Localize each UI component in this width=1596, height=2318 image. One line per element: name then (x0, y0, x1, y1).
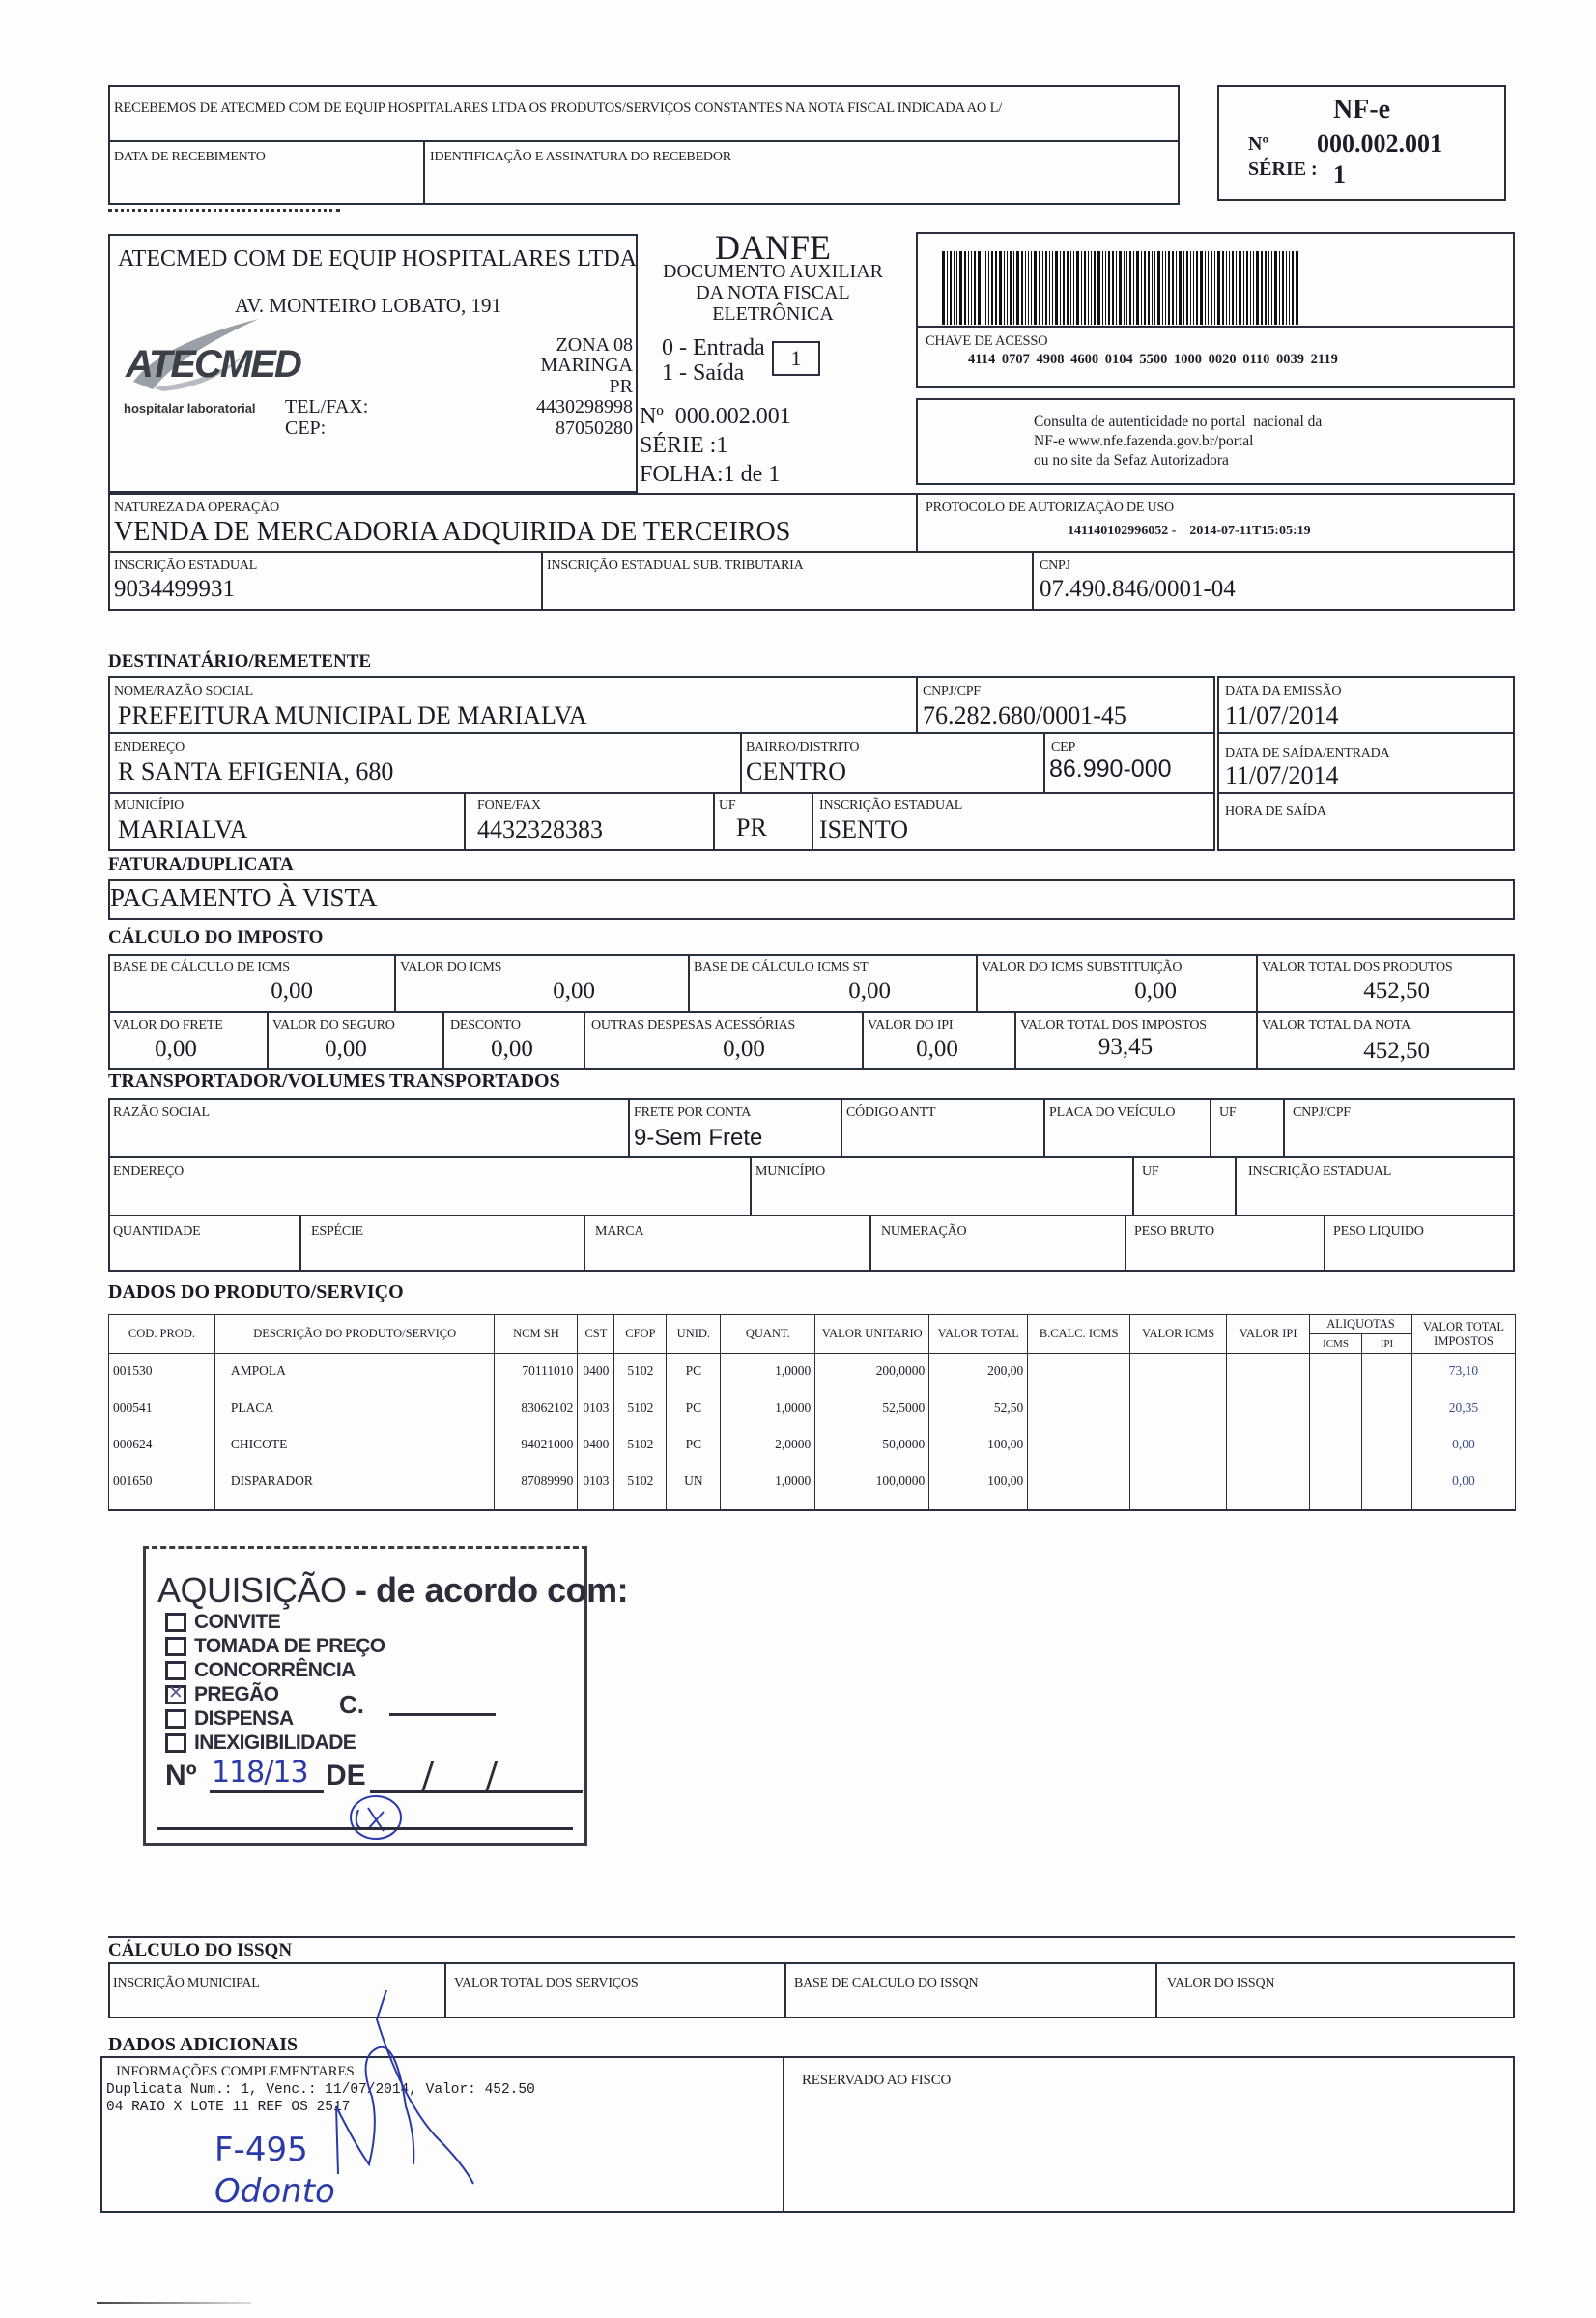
transp-pliq-label: PESO LIQUIDO (1333, 1224, 1424, 1239)
col-aliquotas: ALIQUOTAS (1310, 1315, 1412, 1334)
danfe-title: DANFE (714, 228, 831, 267)
consulta-line3: ou no site da Sefaz Autorizadora (1034, 452, 1229, 469)
receipt-text: RECEBEMOS DE ATECMED COM DE EQUIP HOSPITALARES LTDA OS PRODUTOS/SERVIÇOS CONSTANTES NA NOTA FISCAL INDICADA AO L/ (114, 100, 1003, 116)
fatura-value: PAGAMENTO À VISTA (110, 883, 378, 912)
total-impostos-value: 93,45 (1097, 1034, 1154, 1060)
transp-pbruto-label: PESO BRUTO (1134, 1224, 1214, 1239)
stamp-signature-line (157, 1827, 573, 1830)
danfe-serie: SÉRIE :1 (640, 433, 728, 458)
valor-icms-value: 0,00 (553, 978, 595, 1004)
fatura-section-title: FATURA/DUPLICATA (108, 854, 294, 874)
total-nota-value: 452,50 (1363, 1038, 1430, 1064)
transp-especie-label: ESPÉCIE (311, 1224, 363, 1239)
prod-quant: 2,0000 (721, 1427, 815, 1464)
prod-vtimp: 0,00 (1411, 1427, 1515, 1464)
stamp-numero-value: 118/13 (212, 1756, 308, 1789)
data-recebimento-label: DATA DE RECEBIMENTO (114, 150, 266, 164)
outras-value: 0,00 (723, 1036, 765, 1062)
option-label: TOMADA DE PREÇO (194, 1635, 385, 1657)
transp-marca-label: MARCA (595, 1224, 644, 1239)
transp-placa-label: PLACA DO VEÍCULO (1049, 1105, 1176, 1120)
emissao-value: 11/07/2014 (1225, 701, 1339, 730)
dest-fone-label: FONE/FAX (477, 798, 541, 813)
transp-div-especie (299, 1215, 301, 1272)
prod-quant: 1,0000 (721, 1390, 815, 1427)
prod-quant: 1,0000 (721, 1354, 815, 1390)
stamp-de-label: DE (326, 1760, 366, 1791)
cnpj-value: 07.490.846/0001-04 (1040, 576, 1236, 602)
checkbox-dispensa[interactable] (165, 1709, 186, 1729)
issqn-section-title: CÁLCULO DO ISSQN (108, 1940, 293, 1960)
prod-vipi (1227, 1390, 1310, 1427)
handwritten-f495: F-495 (214, 2131, 308, 2169)
stamp-date-slash-2 (485, 1761, 498, 1792)
info-line-2: 04 RAIO X LOTE 11 REF OS 2517 (106, 2100, 351, 2115)
transp-antt-label: CÓDIGO ANTT (846, 1105, 936, 1120)
stamp-option-pregao[interactable] (165, 1683, 278, 1706)
dest-cnpj: 76.282.680/0001-45 (923, 701, 1126, 730)
prod-vtotal: 200,00 (929, 1354, 1028, 1390)
destinatario-section-title: DESTINATÁRIO/REMETENTE (108, 651, 372, 672)
prod-descricao: PLACA (214, 1390, 495, 1427)
stamp-option-dispensa[interactable] (165, 1707, 294, 1731)
prod-ncm: 94021000 (495, 1427, 578, 1464)
produtos-header-row (109, 1315, 1516, 1334)
dest-cnpj-divider (916, 676, 918, 732)
iest-divider (1032, 552, 1034, 611)
base-icms-st-value: 0,00 (848, 978, 891, 1004)
issqn-top-rule (108, 1936, 1515, 1938)
base-icms-st-label: BASE DE CÁLCULO ICMS ST (694, 960, 869, 975)
prod-quant: 1,0000 (721, 1464, 815, 1510)
stamp-c-label: C. (339, 1690, 364, 1719)
emissao-label: DATA DA EMISSÃO (1225, 684, 1342, 699)
stamp-title-sub: - de acordo com: (346, 1570, 629, 1610)
transp-div-municipio (750, 1156, 752, 1215)
stamp-title (157, 1570, 628, 1611)
outras-label: OUTRAS DESPESAS ACESSÓRIAS (591, 1018, 796, 1033)
hora-label: HORA DE SAÍDA (1225, 804, 1326, 818)
dest-nome-label: NOME/RAZÃO SOCIAL (114, 684, 253, 699)
danfe-subtitle-3: ELETRÔNICA (712, 303, 834, 325)
saida-value: 11/07/2014 (1225, 761, 1339, 789)
issqn-div2 (784, 1962, 786, 2018)
prod-cfop: 5102 (614, 1427, 667, 1464)
transp-div-uf (1210, 1098, 1211, 1156)
assinatura-field[interactable] (425, 169, 1177, 203)
frete-label: VALOR DO FRETE (113, 1018, 223, 1033)
prod-vunit: 100,0000 (815, 1464, 929, 1510)
col-vtimp: VALOR TOTAL IMPOSTOS (1411, 1315, 1515, 1354)
emitente-tel-label: TEL/FAX: (285, 396, 369, 417)
prod-vtimp: 0,00 (1411, 1464, 1515, 1510)
col-cst: CST (578, 1315, 614, 1354)
transp-frete-label: FRETE POR CONTA (634, 1105, 752, 1120)
danfe-entrada: 0 - Entrada (662, 335, 765, 360)
imposto-r2-div5 (1014, 1011, 1016, 1070)
ipi-value: 0,00 (916, 1036, 958, 1062)
danfe-numero: Nº 000.002.001 (640, 404, 791, 429)
transp-div-pliq (1324, 1215, 1325, 1272)
danfe-tipo-box: 1 (772, 341, 820, 376)
dest-municipio: MARIALVA (118, 816, 248, 844)
prod-aliq-icms (1310, 1427, 1362, 1464)
seguro-value: 0,00 (325, 1036, 367, 1062)
emitente-uf: PR (609, 376, 633, 397)
consulta-link[interactable]: NF-e www.nfe.fazenda.gov.br/portal (1034, 433, 1254, 449)
col-cod: COD. PROD. (109, 1315, 215, 1354)
dest-bairro-divider (740, 732, 742, 792)
dest-fone-divider (464, 792, 466, 851)
prod-cst: 0400 (578, 1427, 614, 1464)
ie-st-label: INSCRIÇÃO ESTADUAL SUB. TRIBUTARIA (547, 558, 804, 573)
nfe-serie: 1 (1333, 160, 1346, 188)
saida-label: DATA DE SAÍDA/ENTRADA (1225, 746, 1390, 760)
dest-municipio-label: MUNICÍPIO (114, 798, 185, 813)
prod-cod: 001530 (109, 1354, 215, 1390)
prod-aliq-icms (1310, 1464, 1362, 1510)
prod-cod: 001650 (109, 1464, 215, 1510)
table-row (109, 1427, 1516, 1464)
prod-vunit: 52,5000 (815, 1390, 929, 1427)
prod-vunit: 50,0000 (815, 1427, 929, 1464)
stamp-option-tomada[interactable] (165, 1635, 385, 1658)
transp-div-uf2 (1132, 1156, 1134, 1215)
nfe-title: NF-e (1333, 95, 1391, 125)
info-line-1: Duplicata Num.: 1, Venc.: 11/07/2014, Valor: 452.50 (106, 2082, 535, 2098)
dest-nome: PREFEITURA MUNICIPAL DE MARIALVA (118, 701, 587, 730)
col-vunit: VALOR UNITARIO (815, 1315, 929, 1354)
prod-vicms (1130, 1354, 1227, 1390)
operacao-hdivider (108, 551, 1515, 553)
dest-cep-divider (1043, 732, 1045, 792)
emitente-address: AV. MONTEIRO LOBATO, 191 (235, 294, 501, 317)
danfe-saida: 1 - Saída (662, 360, 745, 386)
identificacao-label: IDENTIFICAÇÃO E ASSINATURA DO RECEBEDOR (430, 150, 731, 164)
prod-vipi (1227, 1427, 1310, 1464)
checkbox-pregao-checked[interactable] (165, 1685, 186, 1704)
transporte-section-title: TRANSPORTADOR/VOLUMES TRANSPORTADOS (108, 1071, 560, 1092)
prod-ncm: 70111010 (495, 1354, 578, 1390)
transp-uf2-label: UF (1142, 1164, 1159, 1179)
frete-value: 0,00 (155, 1036, 197, 1062)
signature-scribble-icon (319, 1990, 493, 2193)
issqn-base-label: BASE DE CALCULO DO ISSQN (794, 1976, 979, 1990)
chave-value[interactable]: 4114 0707 4908 4600 0104 5500 1000 0020 0110 0039 2119 (968, 352, 1338, 367)
issqn-inscricao-label: INSCRIÇÃO MUNICIPAL (113, 1976, 260, 1990)
prod-vtimp: 20,35 (1411, 1390, 1515, 1427)
protocolo-label: PROTOCOLO DE AUTORIZAÇÃO DE USO (926, 501, 1174, 515)
transp-div-cnpj (1283, 1098, 1285, 1156)
imposto-r2-div4 (862, 1011, 864, 1070)
transp-div-pbruto (1125, 1215, 1126, 1272)
emitente-name: ATECMED COM DE EQUIP HOSPITALARES LTDA (118, 246, 637, 272)
transp-quantidade-label: QUANTIDADE (113, 1224, 201, 1239)
col-vicms: VALOR ICMS (1130, 1315, 1227, 1354)
prod-ncm: 87089990 (495, 1464, 578, 1510)
dest-cep: 86.990-000 (1049, 756, 1172, 783)
ipi-label: VALOR DO IPI (868, 1018, 954, 1033)
prod-vtotal: 100,00 (929, 1427, 1028, 1464)
stamp-option-concorrencia[interactable] (165, 1659, 356, 1682)
prod-vtimp: 73,10 (1411, 1354, 1515, 1390)
dest-bairro-label: BAIRRO/DISTRITO (746, 740, 860, 755)
option-label: CONVITE (194, 1611, 281, 1633)
stamp-title-main: AQUISIÇÃO (157, 1570, 347, 1610)
prod-unid: PC (667, 1427, 721, 1464)
stamp-c-line (389, 1713, 496, 1716)
transp-cnpj-label: CNPJ/CPF (1293, 1105, 1351, 1120)
handwritten-odonto: Odonto (214, 2172, 335, 2211)
prod-vicms (1130, 1464, 1227, 1510)
prod-vtotal: 100,00 (929, 1464, 1028, 1510)
produtos-table (108, 1314, 1516, 1511)
prod-descricao: CHICOTE (214, 1427, 495, 1464)
col-cfop: CFOP (614, 1315, 667, 1354)
ie-label: INSCRIÇÃO ESTADUAL (114, 558, 258, 573)
signature-initials-icon (339, 1790, 407, 1848)
datas-row1-divider (1217, 732, 1515, 734)
prod-bcalc (1028, 1354, 1130, 1390)
barcode-icon (942, 251, 1493, 325)
desconto-value: 0,00 (491, 1036, 533, 1062)
prod-bcalc (1028, 1390, 1130, 1427)
dest-ie: ISENTO (819, 816, 908, 844)
prod-unid: PC (667, 1390, 721, 1427)
transp-div-frete (628, 1098, 630, 1156)
col-vtotal: VALOR TOTAL (929, 1315, 1028, 1354)
col-unid: UNID. (667, 1315, 721, 1354)
prod-aliq-ipi (1362, 1354, 1412, 1390)
valor-icms-label: VALOR DO ICMS (400, 960, 502, 975)
seguro-label: VALOR DO SEGURO (272, 1018, 395, 1033)
option-label: PREGÃO (194, 1683, 279, 1705)
prod-cfop: 5102 (614, 1390, 667, 1427)
cut-line (108, 209, 340, 212)
cnpj-label: CNPJ (1040, 558, 1070, 573)
table-row (109, 1390, 1516, 1427)
prod-vipi (1227, 1464, 1310, 1510)
icms-subst-value: 0,00 (1134, 978, 1177, 1004)
transp-row1-divider (108, 1156, 1515, 1158)
danfe-subtitle-1: DOCUMENTO AUXILIAR (663, 261, 883, 282)
transp-razao-label: RAZÃO SOCIAL (113, 1105, 210, 1120)
transp-div-placa (1043, 1098, 1045, 1156)
total-produtos-value: 452,50 (1363, 978, 1430, 1004)
nfe-numero: 000.002.001 (1317, 129, 1442, 157)
col-vipi: VALOR IPI (1227, 1315, 1310, 1354)
nfe-numero-label: Nº (1248, 133, 1269, 155)
prod-cst: 0400 (578, 1354, 614, 1390)
info-complementares-label: INFORMAÇÕES COMPLEMENTARES (116, 2064, 355, 2079)
emitente-zona: ZONA 08 (556, 334, 633, 356)
prod-vicms (1130, 1390, 1227, 1427)
prod-unid: PC (667, 1354, 721, 1390)
prod-descricao: AMPOLA (214, 1354, 495, 1390)
dest-uf-label: UF (719, 798, 736, 813)
option-label: INEXIGIBILIDADE (194, 1731, 356, 1754)
atecmed-logo (124, 314, 300, 415)
stamp-option-inexigibilidade[interactable] (165, 1731, 356, 1755)
total-nota-label: VALOR TOTAL DA NOTA (1262, 1018, 1411, 1033)
base-icms-label: BASE DE CÁLCULO DE ICMS (113, 960, 290, 975)
total-impostos-label: VALOR TOTAL DOS IMPOSTOS (1020, 1018, 1207, 1033)
natureza-value: VENDA DE MERCADORIA ADQUIRIDA DE TERCEIROS (114, 517, 791, 547)
dest-row2-divider (108, 792, 1215, 794)
consulta-line1: Consulta de autenticidade no portal nacional da (1034, 414, 1323, 430)
prod-cod: 000624 (109, 1427, 215, 1464)
prod-aliq-ipi (1362, 1390, 1412, 1427)
table-row (109, 1354, 1516, 1390)
base-icms-value: 0,00 (271, 978, 313, 1004)
desconto-label: DESCONTO (450, 1018, 521, 1033)
option-label: DISPENSA (194, 1707, 294, 1730)
col-descricao: DESCRIÇÃO DO PRODUTO/SERVIÇO (214, 1315, 495, 1354)
prod-unid: UN (667, 1464, 721, 1510)
option-label: CONCORRÊNCIA (194, 1659, 356, 1681)
dest-fone: 4432328383 (477, 816, 603, 844)
prod-vunit: 200,0000 (815, 1354, 929, 1390)
transp-uf-label: UF (1219, 1105, 1237, 1120)
transp-div-antt (841, 1098, 842, 1156)
transp-div-numeracao (869, 1215, 871, 1272)
transp-div-marca (584, 1215, 585, 1272)
produtos-section-title: DADOS DO PRODUTO/SERVIÇO (108, 1281, 404, 1302)
prod-aliq-icms (1310, 1354, 1362, 1390)
prod-bcalc (1028, 1464, 1130, 1510)
dest-endereco: R SANTA EFIGENIA, 680 (118, 758, 394, 786)
transp-row2-divider (108, 1215, 1515, 1216)
ie-value: 9034499931 (114, 576, 235, 602)
fisco-label: RESERVADO AO FISCO (802, 2073, 952, 2088)
icms-subst-label: VALOR DO ICMS SUBSTITUIÇÃO (982, 960, 1183, 975)
natureza-divider (916, 493, 918, 551)
prod-cst: 0103 (578, 1390, 614, 1427)
imposto-row-divider (108, 1011, 1515, 1013)
col-aliq-ipi: IPI (1362, 1334, 1412, 1354)
emitente-cep-label: CEP: (285, 417, 327, 439)
issqn-valor-label: VALOR DO ISSQN (1167, 1976, 1275, 1990)
chave-divider (916, 326, 1515, 328)
imposto-r2-div3 (584, 1011, 585, 1070)
danfe-subtitle-2: DA NOTA FISCAL (696, 282, 850, 303)
emitente-city: MARINGA (540, 355, 633, 376)
prod-cst: 0103 (578, 1464, 614, 1510)
aquisicao-stamp (143, 1546, 629, 1846)
stamp-numero-label: Nº (165, 1760, 197, 1791)
transp-ie-label: INSCRIÇÃO ESTADUAL (1248, 1164, 1392, 1179)
prod-cod: 000541 (109, 1390, 215, 1427)
canhoto-divider (108, 140, 1180, 142)
imposto-section-title: CÁLCULO DO IMPOSTO (108, 928, 324, 948)
datas-row2-divider (1217, 792, 1515, 794)
checkbox-tomada[interactable] (165, 1637, 186, 1656)
transp-municipio-label: MUNICÍPIO (755, 1164, 826, 1179)
transp-frete-value: 9-Sem Frete (634, 1125, 763, 1151)
bottom-edge-rule (97, 2302, 251, 2304)
dest-row1-divider (108, 732, 1215, 734)
transp-div-ie (1235, 1156, 1237, 1215)
col-ncm: NCM SH (495, 1315, 578, 1354)
adicionais-divider (783, 2056, 784, 2213)
checkbox-inexigibilidade[interactable] (165, 1733, 186, 1753)
prod-vicms (1130, 1427, 1227, 1464)
emitente-tel: 4430298998 (536, 396, 633, 417)
prod-aliq-icms (1310, 1390, 1362, 1427)
dest-bairro: CENTRO (746, 758, 846, 786)
dest-endereco-label: ENDEREÇO (114, 740, 185, 755)
data-recebimento-field[interactable] (110, 169, 421, 203)
table-row (109, 1464, 1516, 1510)
dest-ie-label: INSCRIÇÃO ESTADUAL (819, 798, 963, 813)
checkbox-convite[interactable] (165, 1613, 186, 1632)
chave-label: CHAVE DE ACESSO (926, 333, 1048, 349)
transp-numeracao-label: NUMERAÇÃO (881, 1224, 967, 1239)
prod-bcalc (1028, 1427, 1130, 1464)
protocolo-value: 141140102996052 - 2014-07-11T15:05:19 (1068, 524, 1311, 538)
stamp-numero-line (210, 1790, 324, 1793)
prod-vipi (1227, 1354, 1310, 1390)
dest-uf: PR (736, 814, 767, 842)
dest-cep-label: CEP (1051, 740, 1076, 755)
logo-text: ATECMED (126, 343, 300, 386)
prod-aliq-ipi (1362, 1427, 1412, 1464)
issqn-servicos-label: VALOR TOTAL DOS SERVIÇOS (454, 1976, 639, 1990)
dest-cnpj-label: CNPJ/CPF (923, 684, 981, 699)
col-bcalc: B.CALC. ICMS (1028, 1315, 1130, 1354)
prod-ncm: 83062102 (495, 1390, 578, 1427)
total-produtos-label: VALOR TOTAL DOS PRODUTOS (1262, 960, 1453, 975)
danfe-folha: FOLHA:1 de 1 (640, 462, 781, 487)
prod-cfop: 5102 (614, 1354, 667, 1390)
ie-divider (541, 552, 543, 611)
prod-cfop: 5102 (614, 1464, 667, 1510)
natureza-label: NATUREZA DA OPERAÇÃO (114, 501, 280, 515)
stamp-date-slash-1 (421, 1761, 434, 1792)
prod-vtotal: 52,50 (929, 1390, 1028, 1427)
logo-tagline: hospitalar laboratorial (124, 401, 256, 415)
transporte-box (108, 1098, 1515, 1272)
prod-aliq-ipi (1362, 1464, 1412, 1510)
dest-uf-divider (713, 792, 715, 851)
col-quant: QUANT. (721, 1315, 815, 1354)
nfe-serie-label: SÉRIE : (1248, 158, 1318, 180)
checkbox-concorrencia[interactable] (165, 1661, 186, 1680)
col-aliq-icms: ICMS (1310, 1334, 1362, 1354)
prod-descricao: DISPARADOR (214, 1464, 495, 1510)
issqn-div3 (1155, 1962, 1157, 2018)
emitente-cep: 87050280 (556, 417, 633, 439)
adicionais-section-title: DADOS ADICIONAIS (108, 2034, 299, 2055)
dest-ie-divider (812, 792, 813, 851)
stamp-option-convite[interactable] (165, 1611, 280, 1634)
transp-endereco-label: ENDEREÇO (113, 1164, 185, 1179)
